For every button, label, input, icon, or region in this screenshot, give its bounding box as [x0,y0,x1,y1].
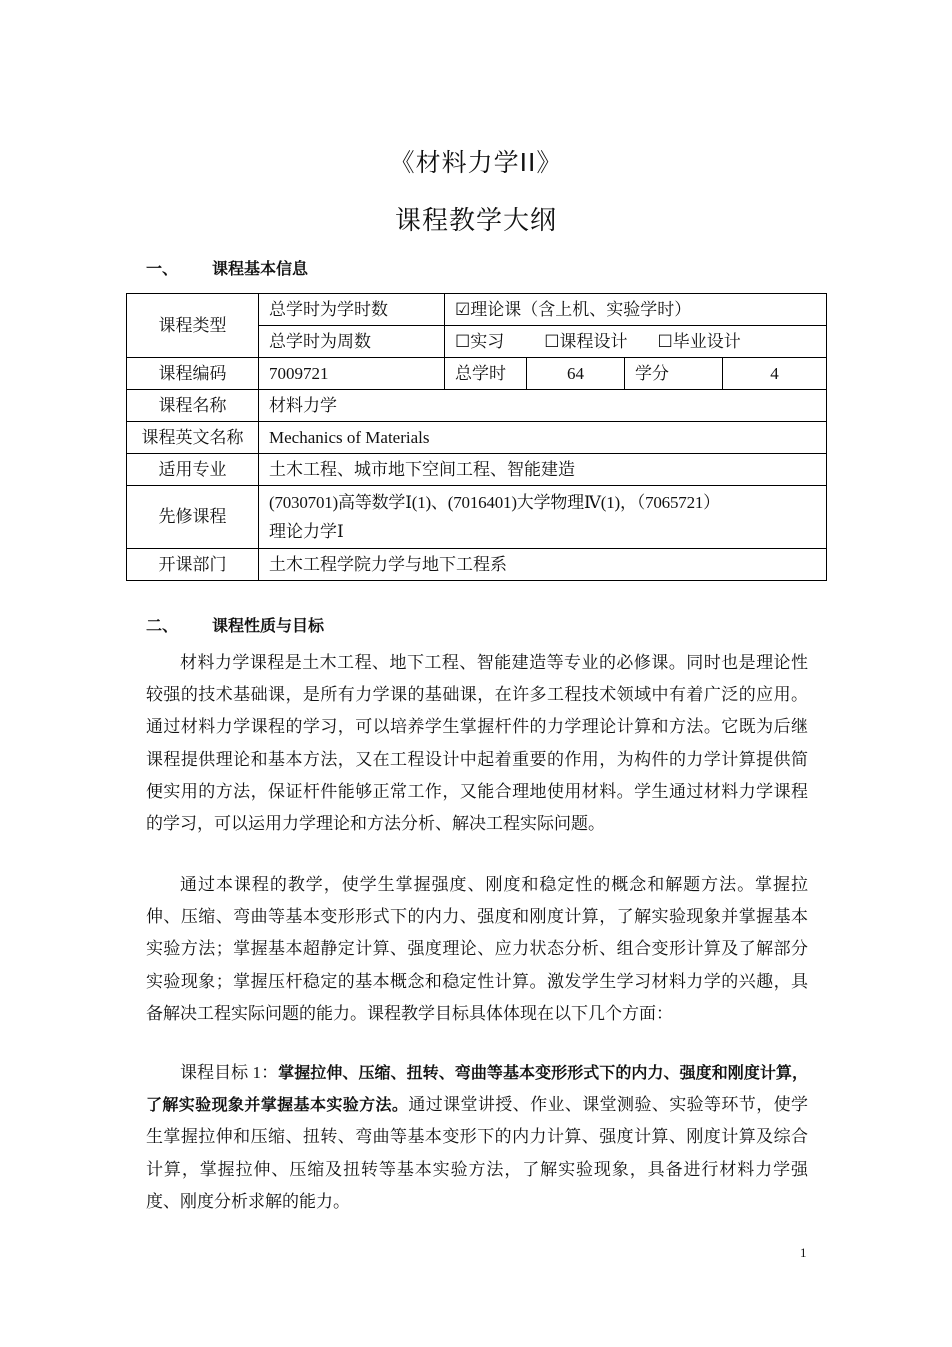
course-type-label: 课程类型 [127,294,259,358]
total-hours-label: 总学时 [445,358,527,390]
course-info-table [126,293,827,581]
document-subtitle: 课程教学大纲 [394,206,557,236]
table-row [127,454,827,486]
total-hours-value: 64 [527,358,625,390]
paragraph-text [146,1057,808,1218]
objective-bold-text: 掌握拉伸、压缩、扭转、弯曲等基本变形形式下的内力、强度和刚度计算，了解实验现象并掌握基本实验方法。 [146,1063,808,1115]
table-row [127,422,827,454]
prerequisite-line-2: 理论力学Ⅰ [269,522,344,541]
credit-value: 4 [723,358,827,390]
section-heading-nature-goals [146,613,324,636]
document-title: 《材料力学II》 [389,148,563,177]
course-code-label: 课程编码 [127,358,259,390]
paragraph-text: 材料力学课程是土木工程、地下工程、智能建造等专业的必修课。同时也是理论性较强的技术基础课，是所有力学课的基础课，在许多工程技术领域中有着广泛的应用。通过材料力学课程的学习，可以培养学生掌握杆件的力学理论计算和方法。它既为后继课程提供理论和基本方法，又在工程设计中起着重要的作用，为构件的力学计算提供简便实用的方法，保证杆件能够正常工作，又能合理地使用材料。学生通过材料力学课程的学习，可以运用力学理论和方法分析、解决工程实际问题。 [146,653,808,834]
table-row [127,549,827,581]
course-code-value: 7009721 [259,358,445,390]
table-row [127,358,827,390]
paragraph-text: 通过本课程的教学，使学生掌握强度、刚度和稳定性的概念和解题方法。掌握拉伸、压缩、弯曲等基本变形形式下的内力、强度和刚度计算，了解实验现象并掌握基本实验方法；掌握基本超静定计算、强度理论、应力状态分析、组合变形计算及了解部分实验现象；掌握压杆稳定的基本概念和稳定性计算。激发学生学习材料力学的兴趣，具备解决工程实际问题的能力。课程教学目标具体体现在以下几个方面： [146,875,808,1023]
graduation-design-checkbox: ☐毕业设计 [657,331,741,351]
prerequisite-label: 先修课程 [127,486,259,549]
section-title: 课程基本信息 [212,259,309,278]
objective-rest-text: 通过课堂讲授、作业、课堂测验、实验等环节，使学生掌握拉伸和压缩、扭转、弯曲等基本变形下的内力计算、强度计算、刚度计算及综合计算，掌握拉伸、压缩及扭转等基本实验方法，了解实验现象，具备进行材料力学强度、刚度分析求解的能力。 [146,1095,808,1211]
paragraph-teaching-goals [146,869,808,1030]
department-value: 土木工程学院力学与地下工程系 [259,549,827,581]
english-name-label: 课程英文名称 [127,422,259,454]
section-number: 一、 [146,259,179,278]
table-row [127,390,827,422]
section-number: 二、 [146,616,179,635]
major-label: 适用专业 [127,454,259,486]
objective-prefix: 课程目标 1： [180,1063,279,1082]
table-row [127,294,827,326]
paragraph-objective-1 [146,1057,808,1218]
internship-checkbox: ☐实习 [455,331,505,351]
page-number: 1 [800,1245,807,1260]
course-name-value: 材料力学 [259,390,827,422]
theory-course-checkbox: ☑理论课（含上机、实验学时） [445,294,827,326]
weeks-unit-label: 总学时为周数 [259,326,445,358]
prerequisite-line-1: (7030701)高等数学Ⅰ(1)、(7016401)大学物理Ⅳ(1)，（7065721） [269,493,720,512]
weeks-options [445,326,827,358]
section-title: 课程性质与目标 [212,616,325,635]
paragraph-course-nature [146,647,808,840]
major-value: 土木工程、城市地下空间工程、智能建造 [259,454,827,486]
course-design-checkbox: ☐课程设计 [544,331,628,351]
course-name-label: 课程名称 [127,390,259,422]
section-heading-basic-info [146,256,308,279]
english-name-value: Mechanics of Materials [259,422,827,454]
credit-label: 学分 [625,358,723,390]
prerequisite-value [259,486,827,549]
department-label: 开课部门 [127,549,259,581]
table-row [127,486,827,549]
hours-unit-label: 总学时为学时数 [259,294,445,326]
